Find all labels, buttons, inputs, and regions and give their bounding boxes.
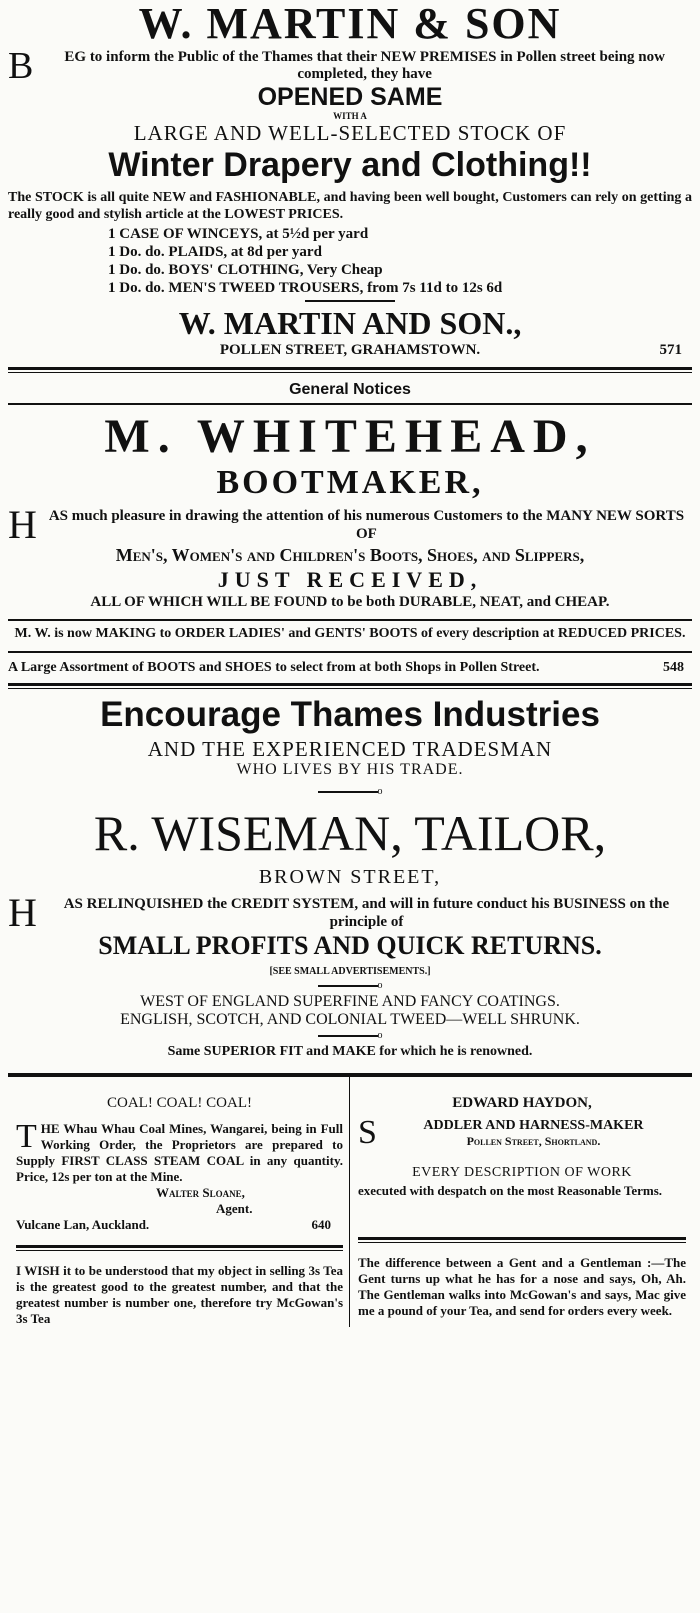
martin-number: 571 bbox=[659, 342, 682, 358]
section-heading: General Notices bbox=[289, 381, 411, 398]
coal-signer: Walter Sloane, bbox=[156, 1185, 245, 1200]
martin-item: 1 Do. do. BOYS' CLOTHING, Very Cheap bbox=[108, 262, 383, 278]
martin-drop-letter: B bbox=[8, 45, 34, 87]
martin-item: 1 CASE OF WINCEYS, at 5½d per yard bbox=[108, 226, 369, 242]
haydon-drop-letter: S bbox=[358, 1114, 377, 1151]
wiseman-advert bbox=[8, 693, 692, 1061]
coal-location: Vulcane Lan, Auckland. bbox=[16, 1217, 150, 1232]
haydon-executed: executed with despatch on the most Reasonable Terms. bbox=[358, 1183, 663, 1198]
haydon-address: Pollen Street, Shortland. bbox=[466, 1134, 601, 1148]
martin-with: WITH A bbox=[333, 111, 367, 121]
ornament-divider: o bbox=[8, 787, 692, 797]
whitehead-trade: BOOTMAKER, bbox=[216, 464, 484, 501]
wiseman-drop-letter: H bbox=[8, 890, 37, 935]
wiseman-name: R. WISEMAN, TAILOR, bbox=[93, 805, 607, 861]
divider bbox=[8, 403, 692, 405]
newspaper-page bbox=[8, 0, 692, 1327]
haydon-name: EDWARD HAYDON, bbox=[452, 1095, 592, 1111]
martin-item: 1 Do. do. MEN'S TWEED TROUSERS, from 7s 11d to 12s 6d bbox=[108, 280, 503, 296]
coal-body: HE Whau Whau Coal Mines, Wangarei, being in Full Working Order, the Proprietors are prepared to Supply FIRST CLASS STEAM COAL in any quantity. Price, 12s per ton at the Mine. bbox=[16, 1121, 343, 1184]
martin-title: W. MARTIN & SON bbox=[138, 0, 562, 48]
whitehead-number: 548 bbox=[663, 660, 684, 675]
whitehead-drop-letter: H bbox=[8, 502, 37, 547]
martin-body: The STOCK is all quite NEW and FASHIONABLE, and having been well bought, Customers can rely on getting a really good and stylish article at the LOWEST PRICES. bbox=[8, 190, 692, 222]
coal-drop-letter: T bbox=[16, 1118, 37, 1155]
wiseman-principle: SMALL PROFITS AND QUICK RETURNS. bbox=[98, 931, 602, 960]
martin-advert bbox=[8, 2, 692, 373]
wiseman-street: BROWN STREET, bbox=[258, 866, 442, 888]
divider bbox=[16, 1245, 343, 1251]
martin-footer-name: W. MARTIN AND SON., bbox=[178, 305, 522, 341]
martin-address: POLLEN STREET, GRAHAMSTOWN. bbox=[219, 342, 481, 358]
wiseman-relinquished: AS RELINQUISHED the CREDIT SYSTEM, and will in future conduct his BUSINESS on the principle of bbox=[63, 896, 670, 930]
martin-intro: EG to inform the Public of the Thames that their NEW PREMISES in Pollen street being now completed, they have bbox=[64, 49, 665, 82]
whitehead-durable: ALL OF WHICH WILL BE FOUND to be both DURABLE, NEAT, and CHEAP. bbox=[90, 594, 610, 610]
coal-number: 640 bbox=[311, 1217, 331, 1232]
whitehead-intro: AS much pleasure in drawing the attention of his numerous Customers to the MANY NEW SORTS OF bbox=[48, 508, 685, 542]
martin-headline: Winter Drapery and Clothing!! bbox=[108, 146, 592, 184]
whitehead-making: M. W. is now MAKING to ORDER LADIES' and GENTS' BOOTS of every description at REDUCED PRICES. bbox=[14, 626, 686, 641]
whitehead-advert bbox=[8, 409, 692, 689]
martin-opened: OPENED SAME bbox=[257, 83, 443, 111]
section-divider bbox=[8, 367, 692, 373]
left-column bbox=[8, 1077, 350, 1327]
wiseman-encourage: Encourage Thames Industries bbox=[100, 695, 600, 734]
wiseman-see: [SEE SMALL ADVERTISEMENTS.] bbox=[269, 966, 431, 977]
coal-role: Agent. bbox=[216, 1201, 253, 1216]
martin-item: 1 Do. do. PLAIDS, at 8d per yard bbox=[108, 244, 322, 260]
divider bbox=[305, 300, 395, 302]
whitehead-name: M. WHITEHEAD, bbox=[104, 410, 596, 463]
whitehead-received: JUST RECEIVED, bbox=[217, 567, 483, 592]
divider bbox=[8, 619, 692, 621]
right-column bbox=[350, 1077, 692, 1327]
martin-item-list bbox=[8, 225, 692, 297]
wiseman-coatings: WEST OF ENGLAND SUPERFINE AND FANCY COATINGS. bbox=[140, 993, 560, 1010]
haydon-every: EVERY DESCRIPTION OF WORK bbox=[412, 1165, 632, 1180]
tea-right-text: The difference between a Gent and a Gentleman :—The Gent turns up what he has for a nose and says, Oh, Ah. The Gentleman walks into McGowan's and says, Mac give me a pound of your Tea, and send for orders every week. bbox=[358, 1255, 686, 1318]
divider bbox=[358, 1237, 686, 1243]
wiseman-experienced: AND THE EXPERIENCED TRADESMAN bbox=[147, 737, 553, 761]
section-divider bbox=[8, 683, 692, 689]
martin-stock-line: LARGE AND WELL-SELECTED STOCK OF bbox=[133, 121, 567, 145]
ornament-divider: o bbox=[8, 1031, 692, 1041]
wiseman-lives: WHO LIVES BY HIS TRADE. bbox=[236, 761, 464, 778]
haydon-trade: ADDLER AND HARNESS-MAKER bbox=[423, 1118, 644, 1133]
ornament-divider: o bbox=[8, 981, 692, 991]
wiseman-tweed: ENGLISH, SCOTCH, AND COLONIAL TWEED—WELL SHRUNK. bbox=[120, 1011, 580, 1028]
whitehead-assortment: A Large Assortment of BOOTS and SHOES to select from at both Shops in Pollen Street. bbox=[8, 660, 540, 675]
tea-left-text: I WISH it to be understood that my object in selling 3s Tea is the greatest good to the greatest number, and that the greatest number is number one, therefore try McGowan's 3s Tea bbox=[16, 1263, 343, 1326]
wiseman-fit: Same SUPERIOR FIT and MAKE for which he is renowned. bbox=[167, 1044, 533, 1059]
coal-title: COAL! COAL! COAL! bbox=[107, 1095, 252, 1111]
divider bbox=[8, 651, 692, 653]
two-column-section bbox=[8, 1073, 692, 1327]
whitehead-goods: Men's, Women's and Children's Boots, Shoes, and Slippers, bbox=[115, 545, 585, 565]
